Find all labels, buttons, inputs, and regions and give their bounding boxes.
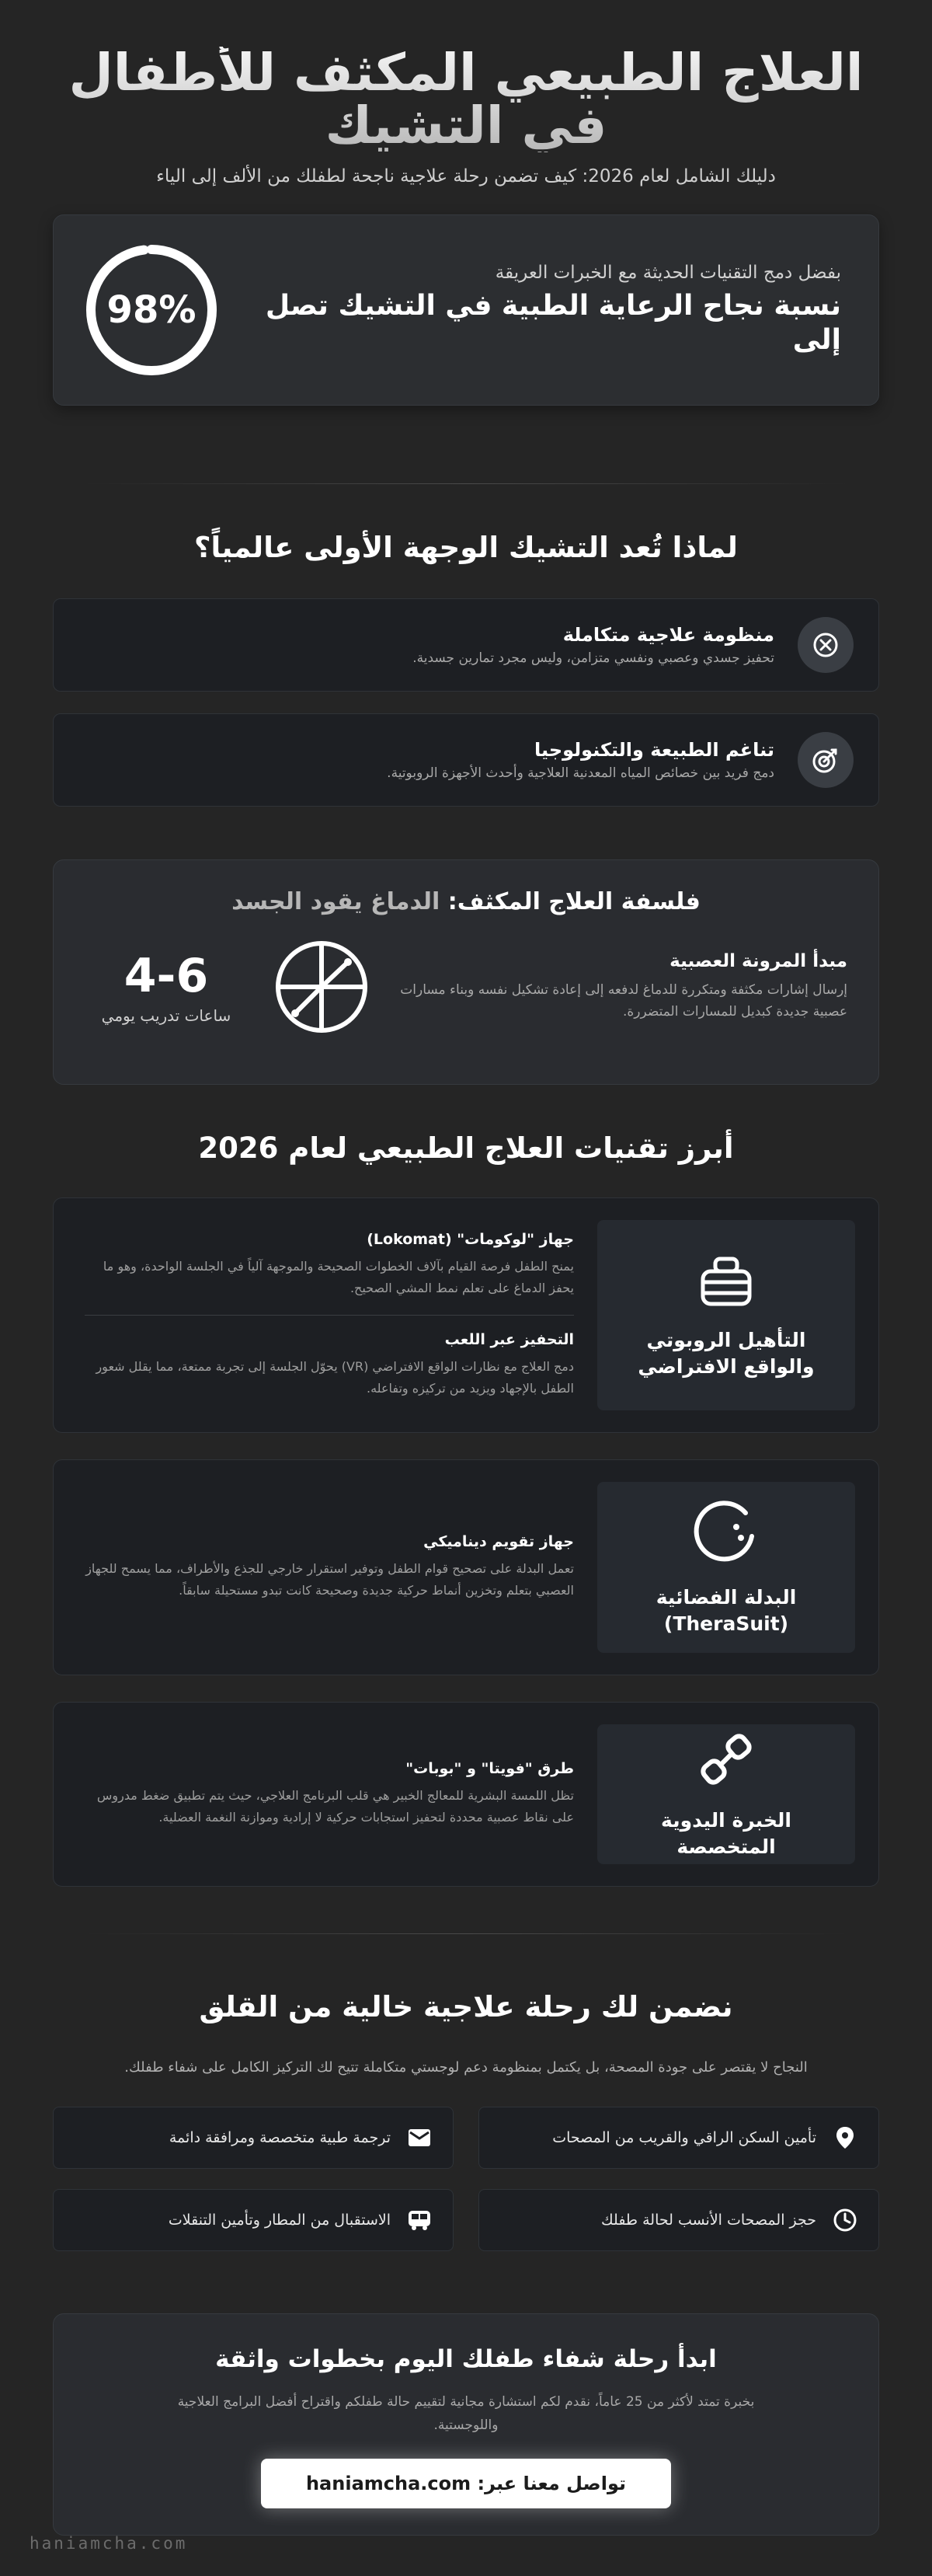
service-label: تأمين السكن الراقي والقريب من المصحات [552, 2129, 816, 2146]
tech-card-heading: البدلة الفضائية (TheraSuit) [656, 1586, 797, 1635]
success-rate-heading: نسبة نجاح الرعاية الطبية في التشيك تصل إلى [265, 290, 841, 356]
tech-item-title: جهاز "لوكومات" (Lokomat) [367, 1231, 574, 1248]
tech-item-desc: تعمل البدلة على تصحيح قوام الطفل وتوفير استقرار خارجي للجذع والأطراف، مما يسمح للجهاز العصبي بتعلم وتخزين أنماط حركية جديدة وصحيحة كانت تبدو مستحيلة سابقاً. [85, 1561, 574, 1598]
success-rate-kicker: بفضل دمج التقنيات الحديثة مع الخبرات العريقة [495, 263, 841, 283]
tech-item [85, 1315, 574, 1410]
cta-card [53, 2313, 879, 2536]
tech-item-desc: دمج العلاج مع نظارات الواقع الافتراضي (VR) يحوّل الجلسة إلى تجربة ممتعة، مما يقلل شعور الطفل بالإجهاد ويزيد من تركيزه وتفاعله. [96, 1359, 574, 1396]
page [0, 43, 932, 2576]
journey-subtitle: النجاح لا يقتصر على جودة المصحة، بل يكتمل بمنظومة دعم لوجستي متكاملة تتيح لك التركيز الكامل على شفاء طفلك. [124, 2059, 808, 2076]
philosophy-title-accent: الدماغ يقود الجسد [231, 888, 440, 915]
section-divider [84, 1933, 848, 1934]
service-item [53, 2189, 454, 2251]
service-item [478, 2107, 879, 2169]
tech-item [85, 1522, 574, 1612]
feature-desc: دمج فريد بين خصائص المياه المعدنية العلاجية وأحدث الأجهزة الروبوتية. [387, 765, 774, 781]
technologies-title: أبرز تقنيات العلاج الطبيعي لعام 2026 [198, 1131, 734, 1165]
clock-icon [832, 2207, 858, 2233]
bus-icon [406, 2207, 433, 2233]
cta-title: ابدأ رحلة شفاء طفلك اليوم بخطوات واثقة [215, 2345, 717, 2373]
envelope-icon [406, 2125, 433, 2151]
success-rate-card [53, 214, 879, 406]
location-pin-icon [832, 2125, 858, 2151]
tech-item-desc: يمنح الطفل فرصة القيام بآلاف الخطوات الصحيحة والموجهة آلياً في الجلسة الواحدة، وهو ما يحفز الدماغ على تعلم نمط المشي الصحيح. [103, 1259, 574, 1295]
tech-item [85, 1749, 574, 1839]
tech-item-desc: تظل اللمسة البشرية للمعالج الخبير هي قلب البرنامج العلاجي، حيث يتم تطبيق ضغط مدروس على نقاط عصبية محددة لتحفيز استجابات حركية لا إرادية وموازنة النغمة العضلية. [96, 1788, 574, 1825]
service-item [478, 2189, 879, 2251]
feature-title: منظومة علاجية متكاملة [562, 624, 774, 646]
cta-desc: بخبرة تمتد لأكثر من 25 عاماً، نقدم لكم استشارة مجانية لتقييم حالة طفلكم واقتراح أفضل البرامج العلاجية واللوجستية. [177, 2394, 755, 2433]
tech-item [85, 1220, 574, 1310]
section-divider [84, 483, 848, 484]
success-rate-ring [82, 240, 221, 380]
feature-desc: تحفيز جسدي وعصبي ونفسي متزامن، وليس مجرد تمارين جسدية. [412, 650, 774, 666]
bullseye-icon [798, 732, 854, 788]
robot-icon [697, 1251, 756, 1313]
service-label: حجز المصحات الأنسب لحالة طفلك [601, 2212, 816, 2229]
success-rate-text [252, 263, 841, 357]
daily-hours-number: 4-6 [123, 949, 209, 1003]
page-title: العلاج الطبيعي المكثف للأطفال في التشيك [53, 47, 879, 152]
daily-hours-label: ساعات تدريب يومي [101, 1006, 231, 1025]
brain-circuit-icon [263, 939, 380, 1035]
neuroplasticity-heading: مبدأ المرونة العصبية [669, 951, 847, 971]
tech-card-manual [53, 1702, 879, 1887]
suit-icon [691, 1497, 761, 1570]
philosophy-title [85, 888, 847, 915]
neuroplasticity-desc: إرسال إشارات مكثفة ومتكررة للدماغ لدفعه إلى إعادة تشكيل نفسه وبناء مسارات عصبية جديدة كبديل للمسارات المتضررة. [400, 982, 847, 1020]
why-czech-list [53, 598, 879, 807]
service-label: الاستقبال من المطار وتأمين التنقلات [168, 2212, 391, 2229]
journey-title: نضمن لك رحلة علاجية خالية من القلق [199, 1990, 733, 2024]
tech-card-robotic [53, 1197, 879, 1433]
tech-item-title: التحفيز عبر اللعب [444, 1331, 574, 1348]
hands-icon [695, 1728, 757, 1793]
footer-brand: haniamcha.com [30, 2534, 188, 2553]
feature-card [53, 598, 879, 692]
tech-item-title: جهاز تقويم ديناميكي [423, 1533, 574, 1550]
target-icon [798, 617, 854, 673]
success-rate-percent: 98% [106, 288, 196, 332]
why-czech-title: لماذا تُعد التشيك الوجهة الأولى عالمياً؟ [194, 531, 738, 564]
service-label: ترجمة طبية متخصصة ومرافقة دائمة [169, 2129, 391, 2146]
tech-card-therasuit [53, 1459, 879, 1675]
feature-title: تناغم الطبيعة والتكنولوجيا [534, 739, 774, 761]
tech-card-heading: التأهيل الروبوتي والواقع الافتراضي [638, 1328, 815, 1378]
feature-card [53, 713, 879, 807]
page-subtitle: دليلك الشامل لعام 2026: كيف تضمن رحلة علاجية ناجحة لطفلك من الألف إلى الياء [156, 166, 776, 186]
philosophy-title-prefix: فلسفة العلاج المكثف: [440, 888, 701, 915]
tech-card-heading: الخبرة اليدوية المتخصصة [661, 1809, 791, 1858]
service-item [53, 2107, 454, 2169]
contact-button[interactable]: تواصل معنا عبر: haniamcha.com [261, 2459, 671, 2508]
tech-item-title: طرق "فويتا" و "بوبات" [405, 1760, 574, 1777]
services-grid [53, 2107, 879, 2251]
philosophy-card [53, 859, 879, 1085]
